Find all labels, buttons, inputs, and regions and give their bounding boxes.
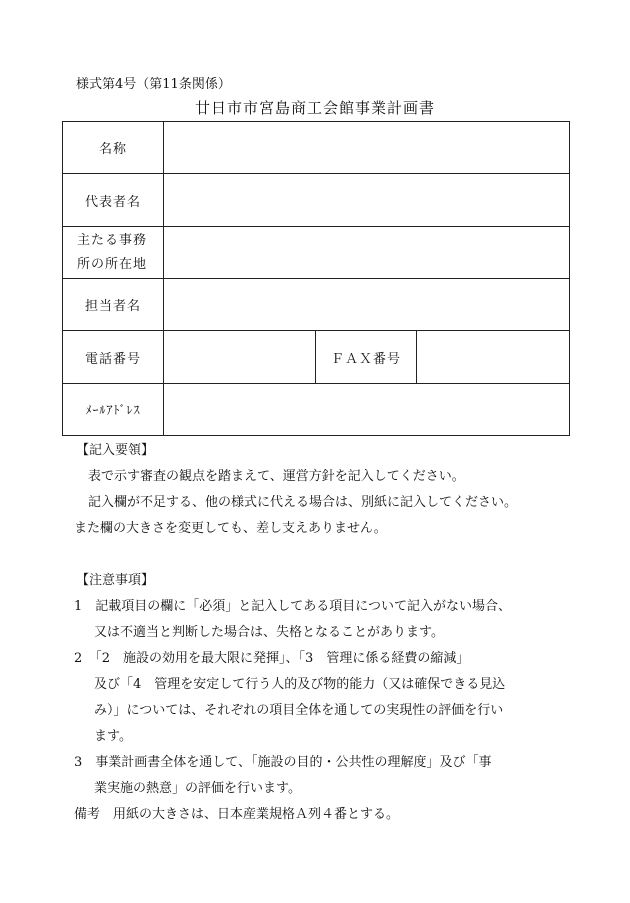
phone-field[interactable]	[164, 331, 316, 384]
contact-person-label: 担当者名	[63, 279, 164, 331]
caution-3-line-2: 業実施の熱意」の評価を行います。	[94, 781, 301, 796]
office-address-field[interactable]	[164, 227, 570, 279]
caution-1-line-1: 1 記載項目の欄に「必須」と記入してある項目について記入がない場合、	[74, 599, 512, 614]
instructions-line-1: 表で示す審査の観点を踏まえて、運営方針を記入してください。	[88, 469, 465, 484]
cautions-heading: 【注意事項】	[76, 573, 155, 588]
office-label-line2: 所の所在地	[77, 256, 148, 272]
name-label: 名称	[63, 122, 164, 174]
notes-section	[76, 438, 576, 828]
instructions-line-2: 記入欄が不足する、他の様式に代える場合は、別紙に記入してください。	[88, 495, 518, 510]
representative-field[interactable]	[164, 174, 570, 227]
phone-label: 電話番号	[63, 331, 164, 384]
instructions-heading: 【記入要領】	[76, 443, 155, 458]
caution-1-line-2: 又は不適当と判断した場合は、失格となることがあります。	[94, 625, 444, 640]
caution-3-line-1: 3 事業計画書全体を通して、「施設の目的・公共性の理解度」及び「事	[74, 755, 492, 770]
contact-person-field[interactable]	[164, 279, 570, 331]
caution-2-line-1: 2 「2 施設の効用を最大限に発揮」、「3 管理に係る経費の縮減」	[74, 651, 470, 666]
office-label-line1: 主たる事務	[77, 232, 148, 248]
office-address-label	[63, 227, 164, 279]
fax-field[interactable]	[417, 331, 570, 384]
form-number: 様式第4号（第11条関係）	[76, 77, 231, 92]
representative-label: 代表者名	[63, 174, 164, 227]
remarks: 備考 用紙の大きさは、日本産業規格Ａ列４番とする。	[74, 807, 400, 822]
instructions-line-3: また欄の大きさを変更しても、差し支えありません。	[74, 521, 387, 536]
document-title: 廿日市市宮島商工会館事業計画書	[194, 99, 435, 117]
email-label: ﾒｰﾙｱﾄﾞﾚｽ	[63, 384, 164, 436]
caution-2-line-3: み）」については、それぞれの項目全体を通しての実現性の評価を行い	[94, 703, 504, 718]
email-field[interactable]	[164, 384, 570, 436]
name-field[interactable]	[164, 122, 570, 174]
caution-2-line-2: 及び「4 管理を安定して行う人的及び物的能力（又は確保できる見込	[94, 677, 506, 692]
caution-2-line-4: ます。	[94, 729, 132, 744]
application-form-table	[62, 121, 570, 436]
fax-label: ＦＡＸ番号	[316, 331, 417, 384]
